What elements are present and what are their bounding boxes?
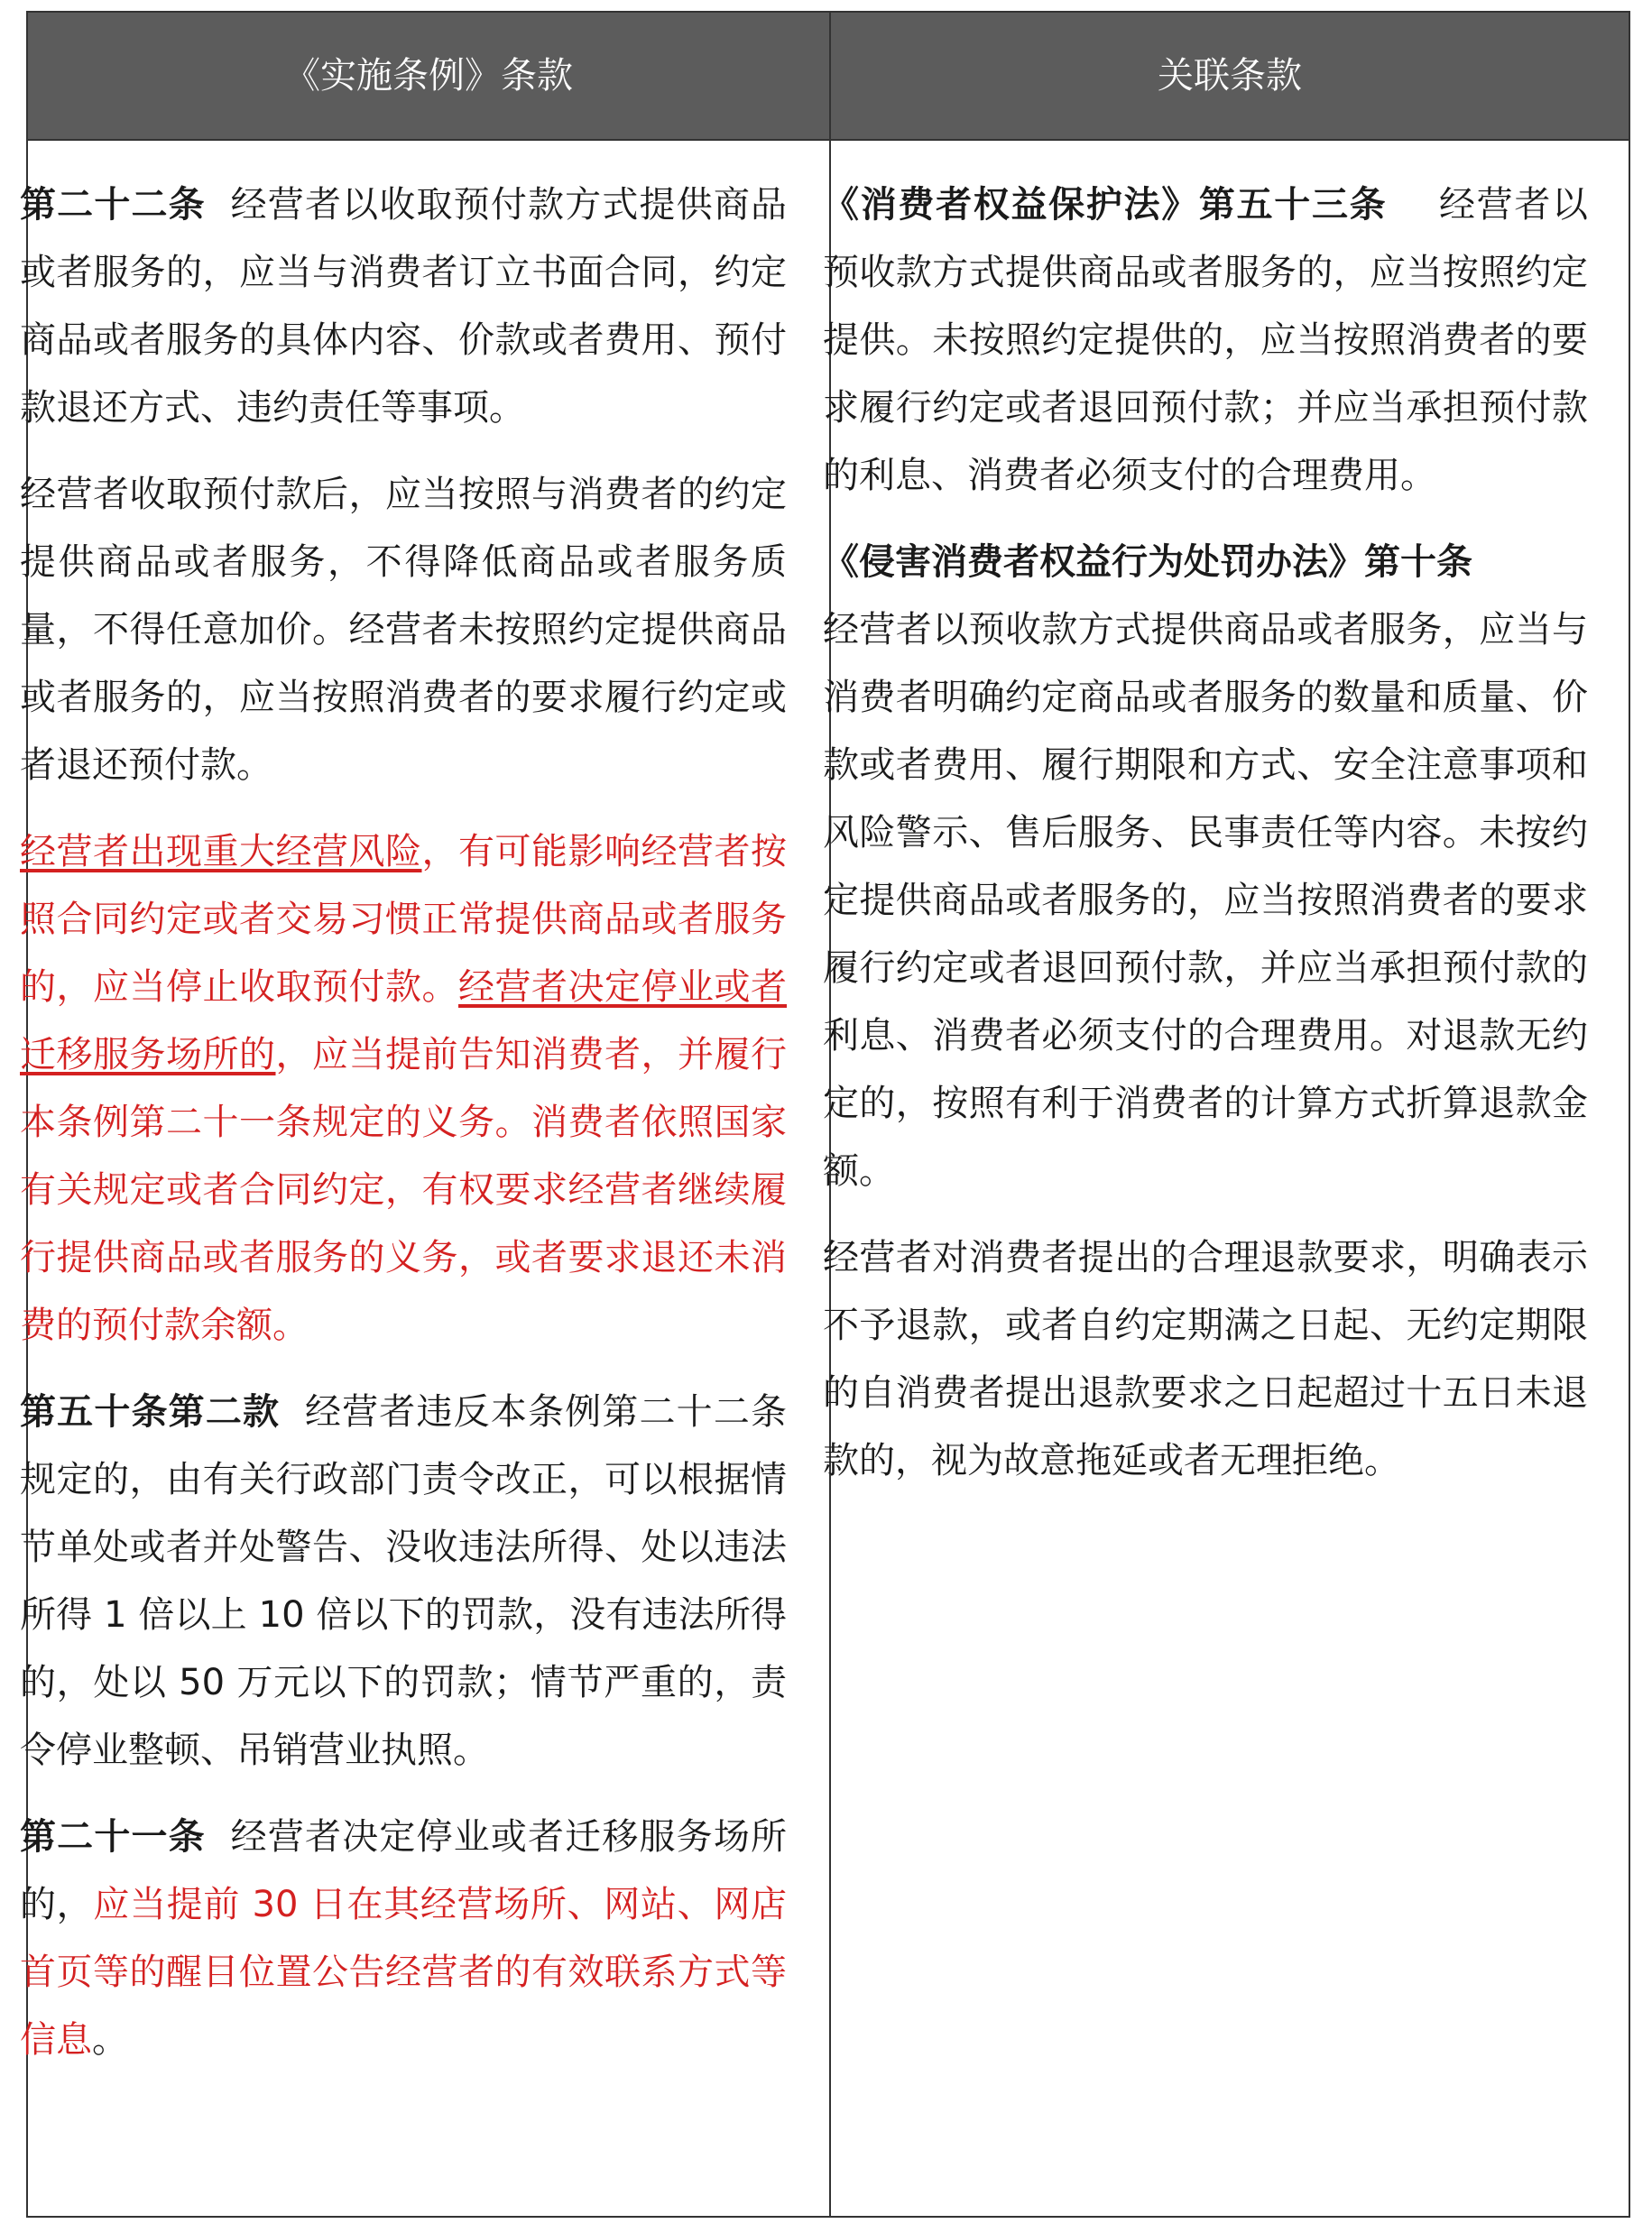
penalty-measures-10-text-2: 经营者对消费者提出的合理退款要求，明确表示不予退款，或者自约定期满之日起、无约定期限的自消费者提出退款要求之日起超过十五日未退款的，视为故意拖延或者无理拒绝。 [823,1237,1588,1481]
related-column [823,171,1588,1514]
header-regulation-clauses: 《实施条例》条款 [284,55,573,97]
article-22-text-3a: ，有可能影响经营者按照合同约定或者交易习惯正常提供商品或者服务的，应当停止收取预付款。 [20,831,787,1008]
article-21-text: 经营者决定停业或者迁移服务场所的， [20,1816,788,1925]
article-22-highlight-2: 经营者决定停业或者迁移服务场所的 [20,966,787,1075]
consumer-law-53-title: 《消费者权益保护法》第五十三条 [823,184,1388,226]
article-21-paragraph [20,1804,787,2074]
article-22-paragraph-1 [20,171,787,442]
article-22-paragraph-2 [20,461,787,799]
article-22-text-1: 经营者以收取预付款方式提供商品或者服务的，应当与消费者订立书面合同，约定商品或者服务的具体内容、价款或者费用、预付款退还方式、违约责任等事项。 [20,184,788,429]
article-22-paragraph-3 [20,818,787,1360]
table-header [28,13,1629,141]
penalty-measures-10-title: 《侵害消费者权益行为处罚办法》第十条 [823,541,1472,583]
article-50-text: 经营者违反本条例第二十二条规定的，由有关行政部门责令改正，可以根据情节单处或者并处警告、没收违法所得、处以违法所得 1 倍以上 10 倍以下的罚款，没有违法所得的，处以 50 万元以下的罚款；情节严重的，责令停业整顿、吊销营业执照。 [20,1391,788,1771]
penalty-measures-10-paragraph [823,529,1588,1205]
header-related-clauses: 关联条款 [1158,55,1302,97]
penalty-measures-10-text: 经营者以预收款方式提供商品或者服务，应当与消费者明确约定商品或者服务的数量和质量、价款或者费用、履行期限和方式、安全注意事项和风险警示、售后服务、民事责任等内容。未按约定提供商品或者服务的，应当按照消费者的要求履行约定或者退回预付款，并应当承担预付款的利息、消费者必须支付的合理费用。对退款无约定的，按照有利于消费者的计算方式折算退款金额。 [823,609,1588,1192]
article-50-paragraph [20,1379,787,1785]
consumer-law-53-text: 经营者以预收款方式提供商品或者服务的，应当按照约定提供。未按照约定提供的，应当按照消费者的要求履行约定或者退回预付款；并应当承担预付款的利息、消费者必须支付的合理费用。 [823,184,1589,496]
article-21-title: 第二十一条 [20,1816,206,1858]
article-21-highlight: 应当提前 30 日在其经营场所、网站、网店首页等的醒目位置公告经营者的有效联系方式等信息 [20,1884,788,2061]
article-22-highlight-1: 经营者出现重大经营风险 [20,831,422,872]
article-22-text-3b: ，应当提前告知消费者，并履行本条例第二十一条规定的义务。消费者依照国家有关规定或者合同约定，有权要求经营者继续履行提供商品或者服务的义务，或者要求退还未消费的预付款余额。 [20,1034,787,1346]
regulation-column [20,171,787,2093]
consumer-law-53-paragraph [823,171,1588,510]
article-21-end: 。 [92,2019,128,2061]
article-22-title: 第二十二条 [20,184,206,226]
penalty-measures-10-paragraph-2 [823,1224,1588,1495]
article-22-text-2: 经营者收取预付款后，应当按照与消费者的约定提供商品或者服务，不得降低商品或者服务质量，不得任意加价。经营者未按照约定提供商品或者服务的，应当按照消费者的要求履行约定或者退还预付款。 [20,474,787,786]
article-50-title: 第五十条第二款 [20,1391,281,1433]
